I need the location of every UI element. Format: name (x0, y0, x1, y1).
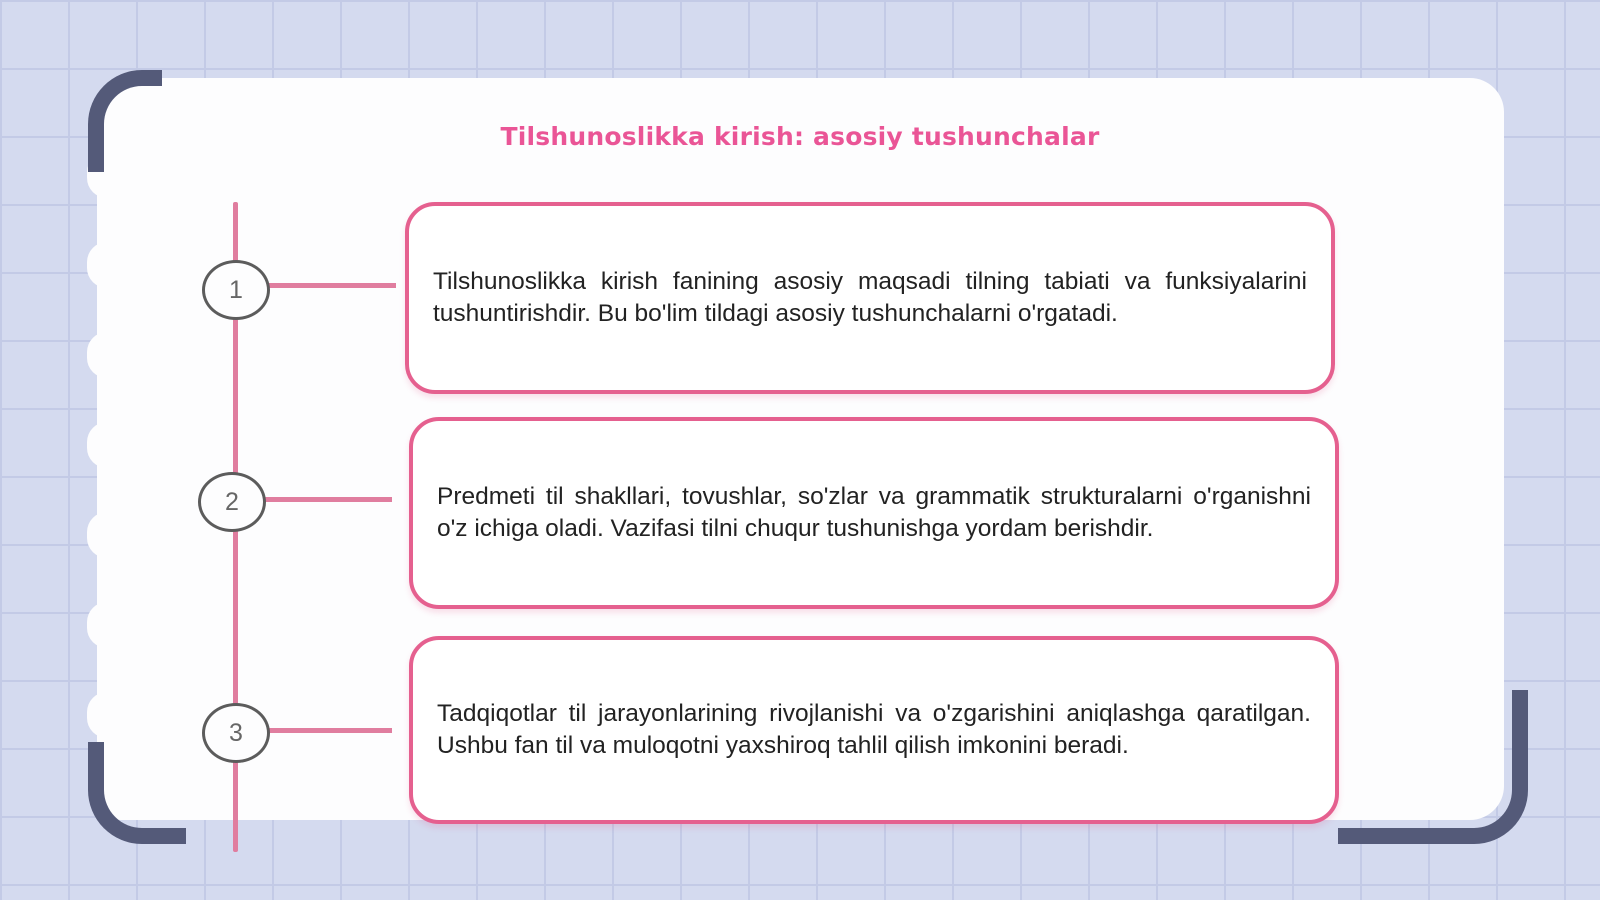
connector-2 (262, 497, 392, 502)
step-number-label: 3 (229, 718, 243, 747)
text-box-content: Tadqiqotlar til jarayonlarining rivojlanishi va o'zgarishini aniqlashga qaratilgan. Ushbu fan til va muloqotni yaxshiroq tahlil qilish imkonini beradi. (437, 700, 1311, 759)
step-number-label: 1 (229, 275, 243, 304)
text-box-content: Tilshunoslikka kirish fanining asosiy maqsadi tilning tabiati va funksiyalarini tushuntirishdir. Bu bo'lim tildagi asosiy tushunchalarni o'rgatadi. (433, 268, 1307, 327)
frame-corner-top-left (88, 70, 162, 172)
text-box-3 (409, 636, 1339, 824)
notebook-tab (87, 422, 127, 468)
text-box-content: Predmeti til shakllari, tovushlar, so'zlar va grammatik strukturalarni o'rganishni o'z ichiga oladi. Vazifasi tilni chuqur tushunishga yordam berishdir. (437, 483, 1311, 542)
connector-1 (266, 283, 396, 288)
notebook-tab (87, 512, 127, 558)
notebook-tab (87, 242, 127, 288)
notebook-tab (87, 692, 127, 738)
text-box-2 (409, 417, 1339, 609)
connector-3 (266, 728, 392, 733)
slide-title: Tilshunoslikka kirish: asosiy tushunchalar (500, 122, 1100, 151)
step-number-1 (202, 260, 270, 320)
text-box-1 (405, 202, 1335, 394)
step-number-label: 2 (225, 487, 239, 516)
notebook-tab (87, 332, 127, 378)
step-number-3 (202, 703, 270, 763)
frame-corner-bottom-left (88, 742, 186, 844)
frame-corner-bottom-right (1338, 690, 1528, 844)
notebook-tab (87, 602, 127, 648)
step-number-2 (198, 472, 266, 532)
